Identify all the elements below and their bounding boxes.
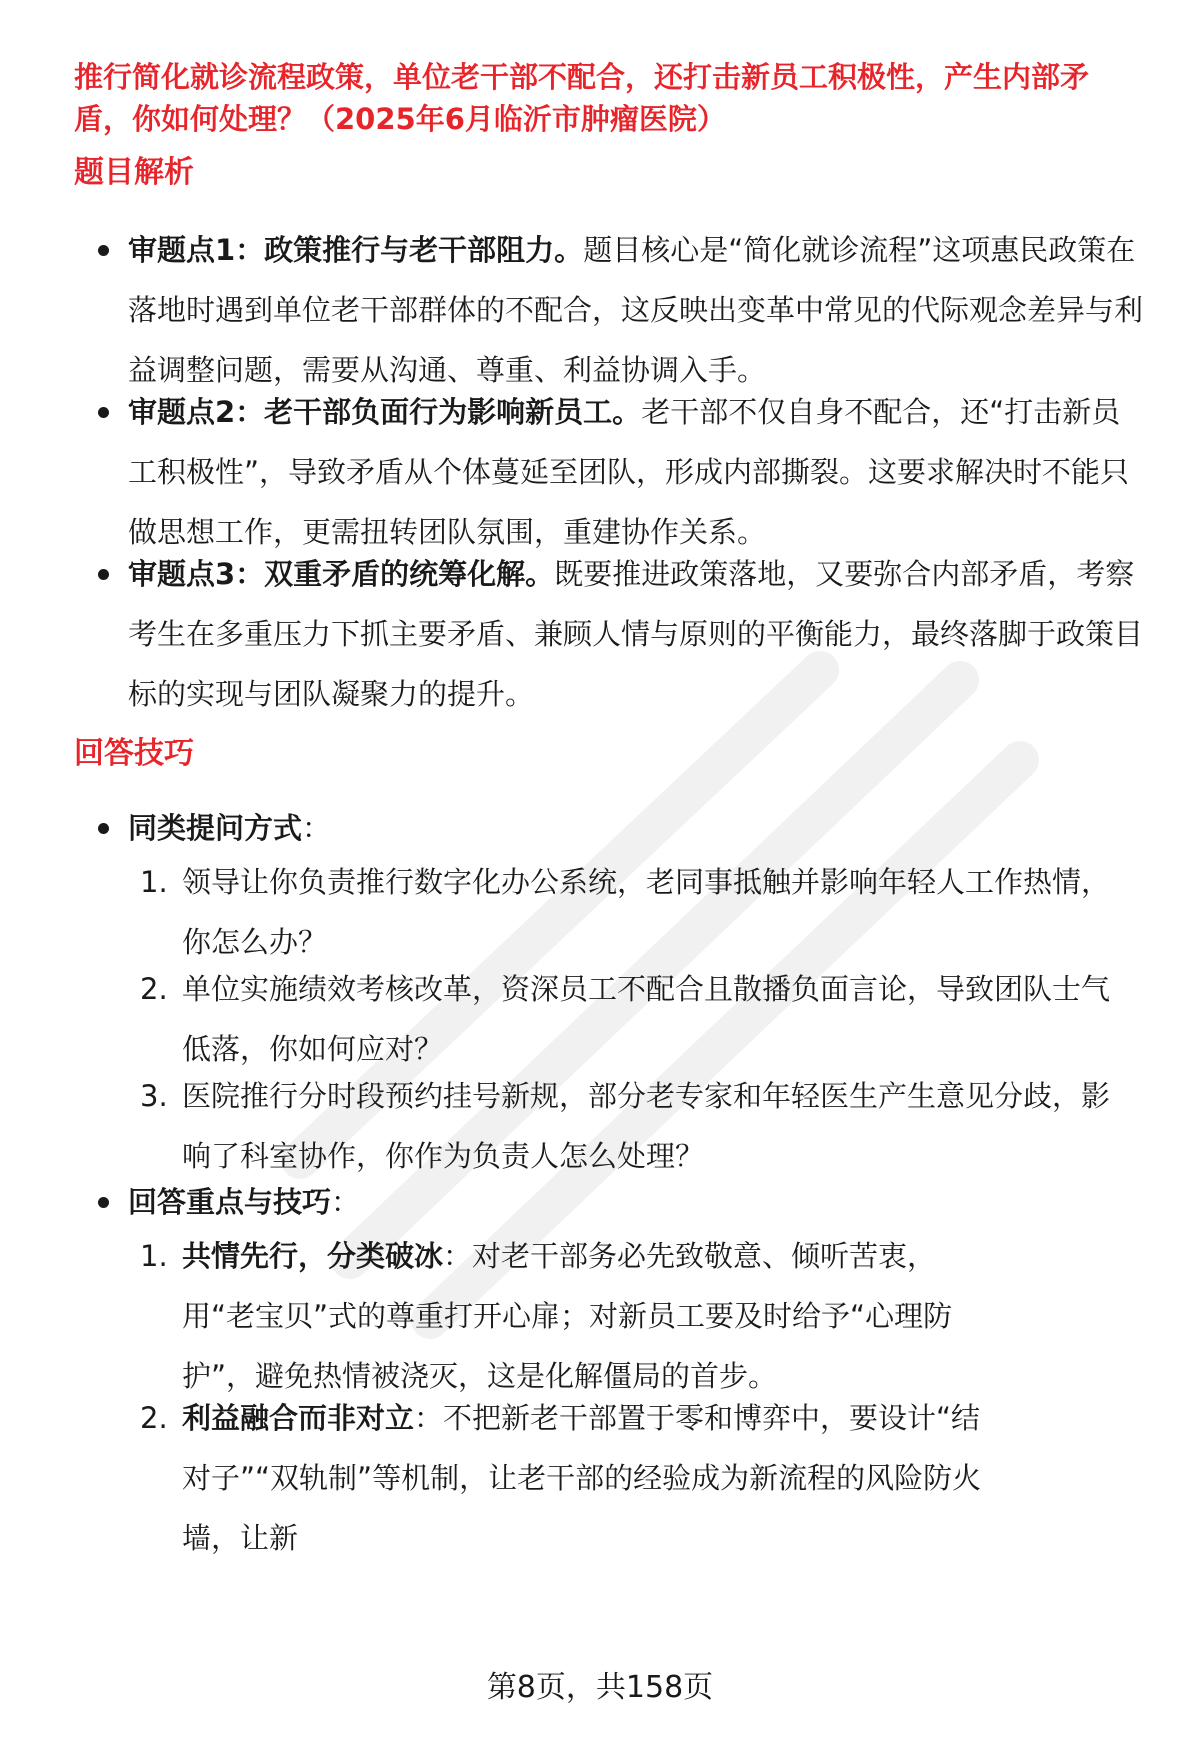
item-number: 2. (140, 1401, 168, 1435)
colon: ： (331, 1185, 361, 1219)
bullet-icon (98, 245, 109, 256)
analysis-point (128, 382, 1143, 562)
point-label: 审题点1：政策推行与老干部阻力。 (128, 233, 584, 267)
bullet-icon (98, 407, 109, 418)
item-bold: 共情先行，分类破冰 (182, 1239, 444, 1273)
key-point-item (140, 1388, 982, 1568)
analysis-point (128, 220, 1143, 400)
similar-questions-bullet (128, 798, 1143, 858)
tips-heading: 回答技巧 (74, 736, 194, 771)
item-number: 2. (140, 972, 168, 1006)
point-label: 审题点3：双重矛盾的统筹化解。 (128, 557, 555, 591)
analysis-point (128, 544, 1143, 724)
item-text: 领导让你负责推行数字化办公系统，老同事抵触并影响年轻人工作热情，你怎么办？ (182, 865, 1111, 959)
point-text: 既要推进政策落地，又要弥合内部矛盾，考察考生在多重压力下抓主要矛盾、兼顾人情与原则的平衡能力，最终落脚于政策目标的实现与团队凝聚力的提升。 (128, 557, 1144, 711)
similar-question-item (140, 959, 1137, 1079)
page-number: 第8页，共158页 (486, 1670, 714, 1705)
point-text: 老干部不仅自身不配合，还“打击新员工积极性”，导致矛盾从个体蔓延至团队，形成内部撕裂。这要求解决时不能只做思想工作，更需扭转团队氛围，重建协作关系。 (128, 395, 1130, 549)
analysis-heading: 题目解析 (74, 155, 194, 190)
item-text: ：对老干部务必先致敬意、倾听苦衷，用“老宝贝”式的尊重打开心扉；对新员工要及时给予“心理防护”，避免热情被浇灭，这是化解僵局的首步。 (182, 1239, 953, 1393)
item-number: 1. (140, 1239, 168, 1273)
key-points-bullet (128, 1172, 1143, 1232)
colon: ： (302, 811, 332, 845)
item-text: 医院推行分时段预约挂号新规，部分老专家和年轻医生产生意见分歧，影响了科室协作，你作为负责人怎么处理？ (182, 1079, 1111, 1173)
point-text: 题目核心是“简化就诊流程”这项惠民政策在落地时遇到单位老干部群体的不配合，这反映出变革中常见的代际观念差异与利益调整问题，需要从沟通、尊重、利益协调入手。 (128, 233, 1144, 387)
item-text: ：不把新老干部置于零和博弈中，要设计“结对子”“双轨制”等机制，让老干部的经验成为新流程的风险防火墙，让新 (182, 1401, 982, 1555)
item-text: 单位实施绩效考核改革，资深员工不配合且散播负面言论，导致团队士气低落，你如何应对？ (182, 972, 1111, 1066)
item-number: 1. (140, 865, 168, 899)
key-point-item (140, 1226, 982, 1406)
bullet-icon (98, 1197, 109, 1208)
bullet-icon (98, 569, 109, 580)
similar-question-item (140, 852, 1137, 972)
bullet-icon (98, 823, 109, 834)
point-label: 审题点2：老干部负面行为影响新员工。 (128, 395, 642, 429)
question-title: 推行简化就诊流程政策，单位老干部不配合，还打击新员工积极性，产生内部矛盾，你如何处理？（2025年6月临沂市肿瘤医院） (74, 60, 1090, 136)
similar-label: 同类提问方式 (128, 811, 303, 845)
item-bold: 利益融合而非对立 (182, 1401, 415, 1435)
item-number: 3. (140, 1079, 168, 1113)
similar-question-item (140, 1066, 1137, 1186)
key-label: 回答重点与技巧 (128, 1185, 332, 1219)
